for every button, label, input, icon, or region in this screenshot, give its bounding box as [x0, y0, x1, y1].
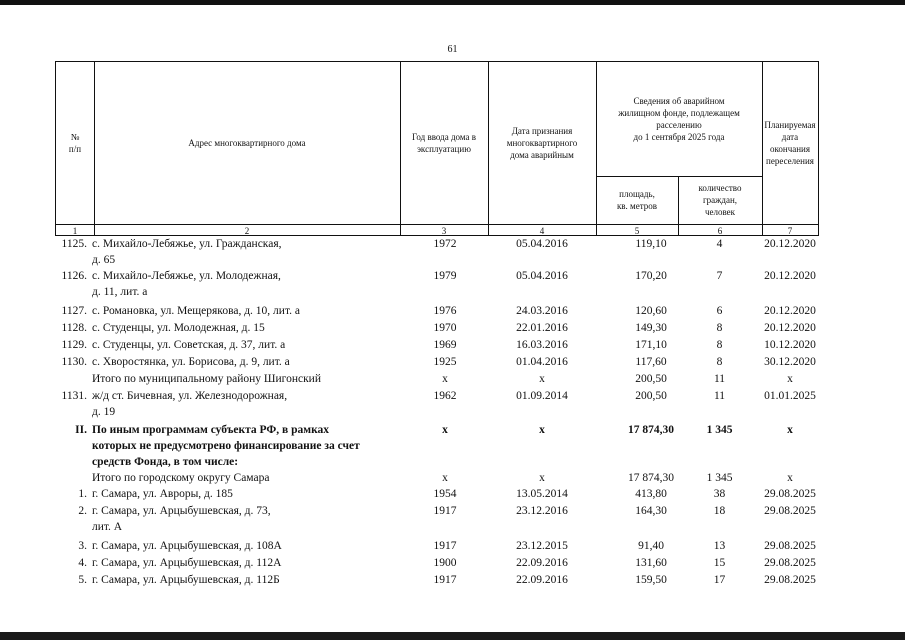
row-year: 1954 [433, 488, 457, 500]
table-row [55, 303, 819, 320]
column-number: 4 [539, 226, 545, 236]
row-date: 24.03.2016 [516, 305, 568, 317]
row-area: 117,60 [635, 356, 667, 368]
column-number: 6 [717, 226, 723, 236]
row-date: x [539, 424, 545, 436]
row-people: 13 [713, 540, 726, 552]
row-plan-date: 20.12.2020 [764, 322, 816, 334]
row-address: с. Студенцы, ул. Молодежная, д. 15 [92, 322, 265, 334]
row-address: Итого по городскому округу Самара [92, 472, 270, 484]
row-number: 1129. [61, 339, 87, 351]
row-number: 1131. [61, 390, 87, 402]
row-number: 1126. [61, 270, 87, 282]
row-area: 164,30 [635, 505, 667, 517]
column-number: 1 [72, 226, 78, 236]
row-year: 1972 [433, 238, 457, 250]
row-plan-date: 20.12.2020 [764, 238, 816, 250]
page-number: 61 [447, 44, 458, 55]
header-number-line [56, 224, 818, 225]
row-area: 17 874,30 [628, 424, 674, 436]
column-number: 7 [787, 226, 793, 236]
row-people: 8 [716, 356, 723, 368]
row-people: 1 345 [706, 424, 733, 436]
row-address: с. Михайло-Лебяжье, ул. Гражданская, д. 65 [92, 238, 282, 266]
row-address: Итого по муниципальному району Шигонский [92, 373, 321, 385]
table-row [55, 320, 819, 337]
subtotal-row [55, 470, 819, 486]
row-area: 131,60 [635, 557, 667, 569]
column-number: 3 [441, 226, 447, 236]
row-date: 05.04.2016 [516, 238, 568, 250]
row-people: 18 [713, 505, 726, 517]
row-area: 120,60 [635, 305, 667, 317]
row-number: 1. [78, 488, 87, 500]
header-col-address: Адрес многоквартирного дома [188, 138, 306, 148]
row-people: 15 [713, 557, 726, 569]
row-plan-date: x [787, 424, 793, 436]
header-col-year: Год ввода дома в эксплуатацию [411, 132, 477, 154]
table-row [55, 354, 819, 371]
row-date: x [539, 472, 545, 484]
row-number: II. [75, 424, 87, 436]
row-plan-date: 20.12.2020 [764, 270, 816, 282]
row-plan-date: 29.08.2025 [764, 540, 816, 552]
row-year: x [442, 472, 448, 484]
row-plan-date: 29.08.2025 [764, 505, 816, 517]
row-address: г. Самара, ул. Арцыбушевская, д. 73, лит. А [92, 505, 271, 533]
row-people: 17 [713, 574, 726, 586]
row-plan-date: 29.08.2025 [764, 574, 816, 586]
table-row [55, 268, 819, 303]
row-year: 1917 [433, 505, 457, 517]
row-year: 1917 [433, 540, 457, 552]
row-date: 13.05.2014 [516, 488, 568, 500]
table-row [55, 572, 819, 589]
row-area: 171,10 [635, 339, 667, 351]
row-year: 1976 [433, 305, 457, 317]
row-area: 149,30 [635, 322, 667, 334]
table-row [55, 538, 819, 555]
row-date: 01.04.2016 [516, 356, 568, 368]
row-year: x [442, 373, 448, 385]
row-plan-date: 01.01.2025 [764, 390, 816, 402]
row-date: x [539, 373, 545, 385]
row-people: 11 [713, 390, 726, 402]
row-people: 8 [716, 322, 723, 334]
row-address: с. Студенцы, ул. Советская, д. 37, лит. а [92, 339, 286, 351]
row-address: г. Самара, ул. Авроры, д. 185 [92, 488, 233, 500]
row-plan-date: x [787, 472, 793, 484]
row-date: 23.12.2015 [516, 540, 568, 552]
row-area: 413,80 [635, 488, 667, 500]
row-area: 159,50 [635, 574, 667, 586]
row-plan-date: x [787, 373, 793, 385]
scan-top-border [0, 0, 905, 5]
table-row [55, 503, 819, 538]
row-people: 1 345 [706, 472, 733, 484]
row-year: 1970 [433, 322, 457, 334]
row-address: г. Самара, ул. Арцыбушевская, д. 108А [92, 540, 282, 552]
row-address: с. Михайло-Лебяжье, ул. Молодежная, д. 11, лит. а [92, 270, 281, 298]
row-people: 4 [716, 238, 723, 250]
row-address: г. Самара, ул. Арцыбушевская, д. 112А [92, 557, 282, 569]
row-date: 22.09.2016 [516, 557, 568, 569]
row-area: 200,50 [635, 373, 667, 385]
row-address: с. Хворостянка, ул. Борисова, д. 9, лит. а [92, 356, 290, 368]
row-area: 200,50 [635, 390, 667, 402]
table-row [55, 388, 819, 422]
row-plan-date: 20.12.2020 [764, 305, 816, 317]
row-date: 01.09.2014 [516, 390, 568, 402]
row-date: 22.01.2016 [516, 322, 568, 334]
row-date: 05.04.2016 [516, 270, 568, 282]
subtotal-row [55, 371, 819, 388]
table-row [55, 555, 819, 572]
row-plan-date: 10.12.2020 [764, 339, 816, 351]
row-year: 1979 [433, 270, 457, 282]
table-header [55, 61, 819, 236]
row-number: 3. [78, 540, 87, 552]
row-area: 17 874,30 [628, 472, 674, 484]
row-area: 119,10 [635, 238, 667, 250]
row-plan-date: 29.08.2025 [764, 488, 816, 500]
row-number: 1125. [61, 238, 87, 250]
table-row [55, 486, 819, 503]
header-col-area: площадь, кв. метров [616, 189, 658, 211]
header-col-date: Дата признания многоквартирного дома аварийным [506, 126, 578, 160]
row-area: 170,20 [635, 270, 667, 282]
row-year: 1925 [433, 356, 457, 368]
table-row [55, 236, 819, 268]
row-date: 16.03.2016 [516, 339, 568, 351]
row-address: По иным программам субъекта РФ, в рамках которых не предусмотрено финансирование за счет средств Фонда, в том числе: [92, 424, 360, 468]
table-body [55, 236, 819, 589]
header-col-fund-info: Сведения об аварийном жилищном фонде, подлежащем расселению до 1 сентября 2025 года [618, 96, 740, 142]
header-col-num: № п/п [68, 132, 82, 154]
row-number: 1128. [61, 322, 87, 334]
scan-bottom-border [0, 632, 905, 640]
row-number: 1130. [61, 356, 87, 368]
row-year: 1969 [433, 339, 457, 351]
section-header-row [55, 422, 819, 470]
row-year: 1962 [433, 390, 457, 402]
row-plan-date: 30.12.2020 [764, 356, 816, 368]
column-number: 5 [634, 226, 640, 236]
row-number: 1127. [61, 305, 87, 317]
header-col-plan-date: Планируемая дата окончания переселения [764, 120, 816, 166]
row-people: 6 [716, 305, 723, 317]
row-number: 5. [78, 574, 87, 586]
row-year: 1900 [433, 557, 457, 569]
row-plan-date: 29.08.2025 [764, 557, 816, 569]
row-number: 2. [78, 505, 87, 517]
row-year: 1917 [433, 574, 457, 586]
row-people: 38 [713, 488, 726, 500]
row-area: 91,40 [638, 540, 664, 552]
row-address: ж/д ст. Бичевная, ул. Железнодорожная, д. 19 [92, 390, 288, 418]
row-number: 4. [78, 557, 87, 569]
row-address: г. Самара, ул. Арцыбушевская, д. 112Б [92, 574, 280, 586]
row-people: 7 [716, 270, 723, 282]
row-address: с. Романовка, ул. Мещерякова, д. 10, лит. а [92, 305, 300, 317]
row-date: 22.09.2016 [516, 574, 568, 586]
table-row [55, 337, 819, 354]
column-number: 2 [244, 226, 250, 236]
row-people: 8 [716, 339, 723, 351]
row-date: 23.12.2016 [516, 505, 568, 517]
row-year: x [442, 424, 448, 436]
row-people: 11 [713, 373, 726, 385]
header-col-people: количество граждан, человек [698, 183, 742, 217]
